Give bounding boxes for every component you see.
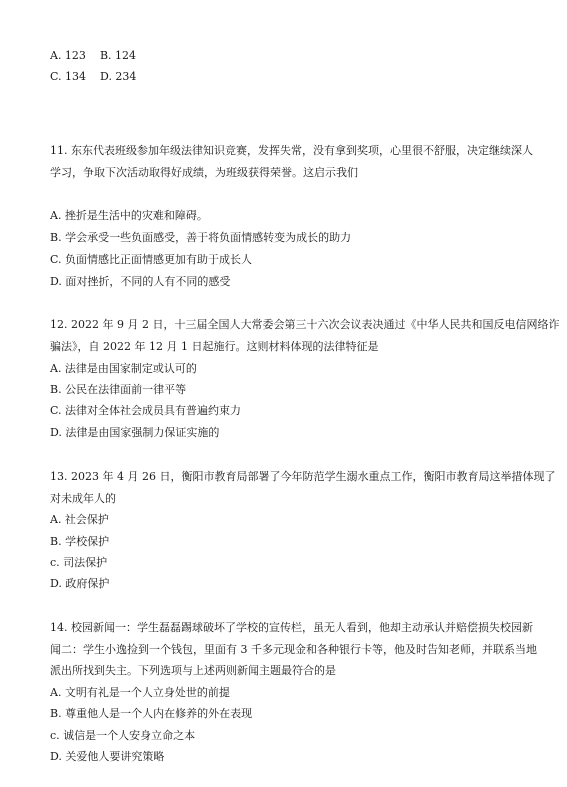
q11-option-c: C. 负面情感比正面情感更加有助于成长人 [50, 253, 253, 266]
q13-option-c: c. 司法保护 [50, 556, 108, 569]
option-c: C. 134 [50, 70, 87, 83]
q13-stem-line-1: 13. 2023 年 4 月 26 日，衡阳市教育局部署了今年防范学生溺水重点工作，衡阳市教育局这举措体现了 [50, 470, 556, 483]
q11-option-b: B. 学会承受一些负面感受，善于将负面情感转变为成长的助力 [50, 231, 352, 244]
q11-option-a: A. 挫折是生活中的灾难和障碍。 [50, 209, 208, 222]
q14-option-a: A. 文明有礼是一个人立身处世的前提 [50, 686, 230, 699]
q12-option-c: C. 法律对全体社会成员具有普遍约束力 [50, 404, 242, 417]
q14-stem-line-1: 14. 校园新闻一：学生磊磊踢球破坏了学校的宣传栏，虽无人看到，他却主动承认并赔偿损失校园新 [50, 621, 533, 634]
option-d: D. 234 [100, 70, 137, 83]
q11-option-d: D. 面对挫折，不同的人有不同的感受 [50, 275, 231, 288]
prev-options-row-2 [50, 70, 136, 84]
q13-option-d: D. 政府保护 [50, 577, 110, 590]
q12-stem-line-2: 骗法》，自 2022 年 12 月 1 日起施行。这则材料体现的法律特征是 [50, 340, 379, 353]
q12-option-b: B. 公民在法律面前一律平等 [50, 383, 187, 396]
q12-stem-line-1: 12. 2022 年 9 月 2 日，十三届全国人大常委会第三十六次会议表决通过《中华人民共和国反电信网络诈 [50, 318, 560, 331]
q11-stem-line-1: 11. 东东代表班级参加年级法律知识竞赛，发挥失常，没有拿到奖项，心里很不舒服，决定继续深人 [50, 144, 533, 157]
q14-option-d: D. 关爱他人要讲究策略 [50, 750, 165, 763]
q13-option-a: A. 社会保护 [50, 513, 109, 526]
q11-stem-line-2: 学习，争取下次活动取得好成绩，为班级获得荣誉。这启示我们 [50, 166, 358, 179]
q13-stem-line-2: 对未成年人的 [50, 492, 116, 505]
q14-option-b: B. 尊重他人是一个人内在修养的外在表现 [50, 707, 253, 720]
q12-option-a: A. 法律是由国家制定或认可的 [50, 362, 197, 375]
option-a: A. 123 [50, 49, 86, 62]
option-b: B. 124 [99, 49, 137, 62]
q14-stem-line-2: 闻二：学生小逸捡到一个钱包，里面有 3 千多元现金和各种银行卡等，他及时告知老师，并联系当地 [50, 643, 537, 656]
q14-option-c: c. 诚信是一个人安身立命之本 [50, 729, 196, 742]
q12-option-d: D. 法律是由国家强制力保证实施的 [50, 426, 220, 439]
prev-options-row-1 [50, 49, 136, 63]
q14-stem-line-3: 派出所找到失主。下列选项与上述两则新闻主题最符合的是 [50, 664, 336, 677]
q13-option-b: B. 学校保护 [50, 535, 110, 548]
